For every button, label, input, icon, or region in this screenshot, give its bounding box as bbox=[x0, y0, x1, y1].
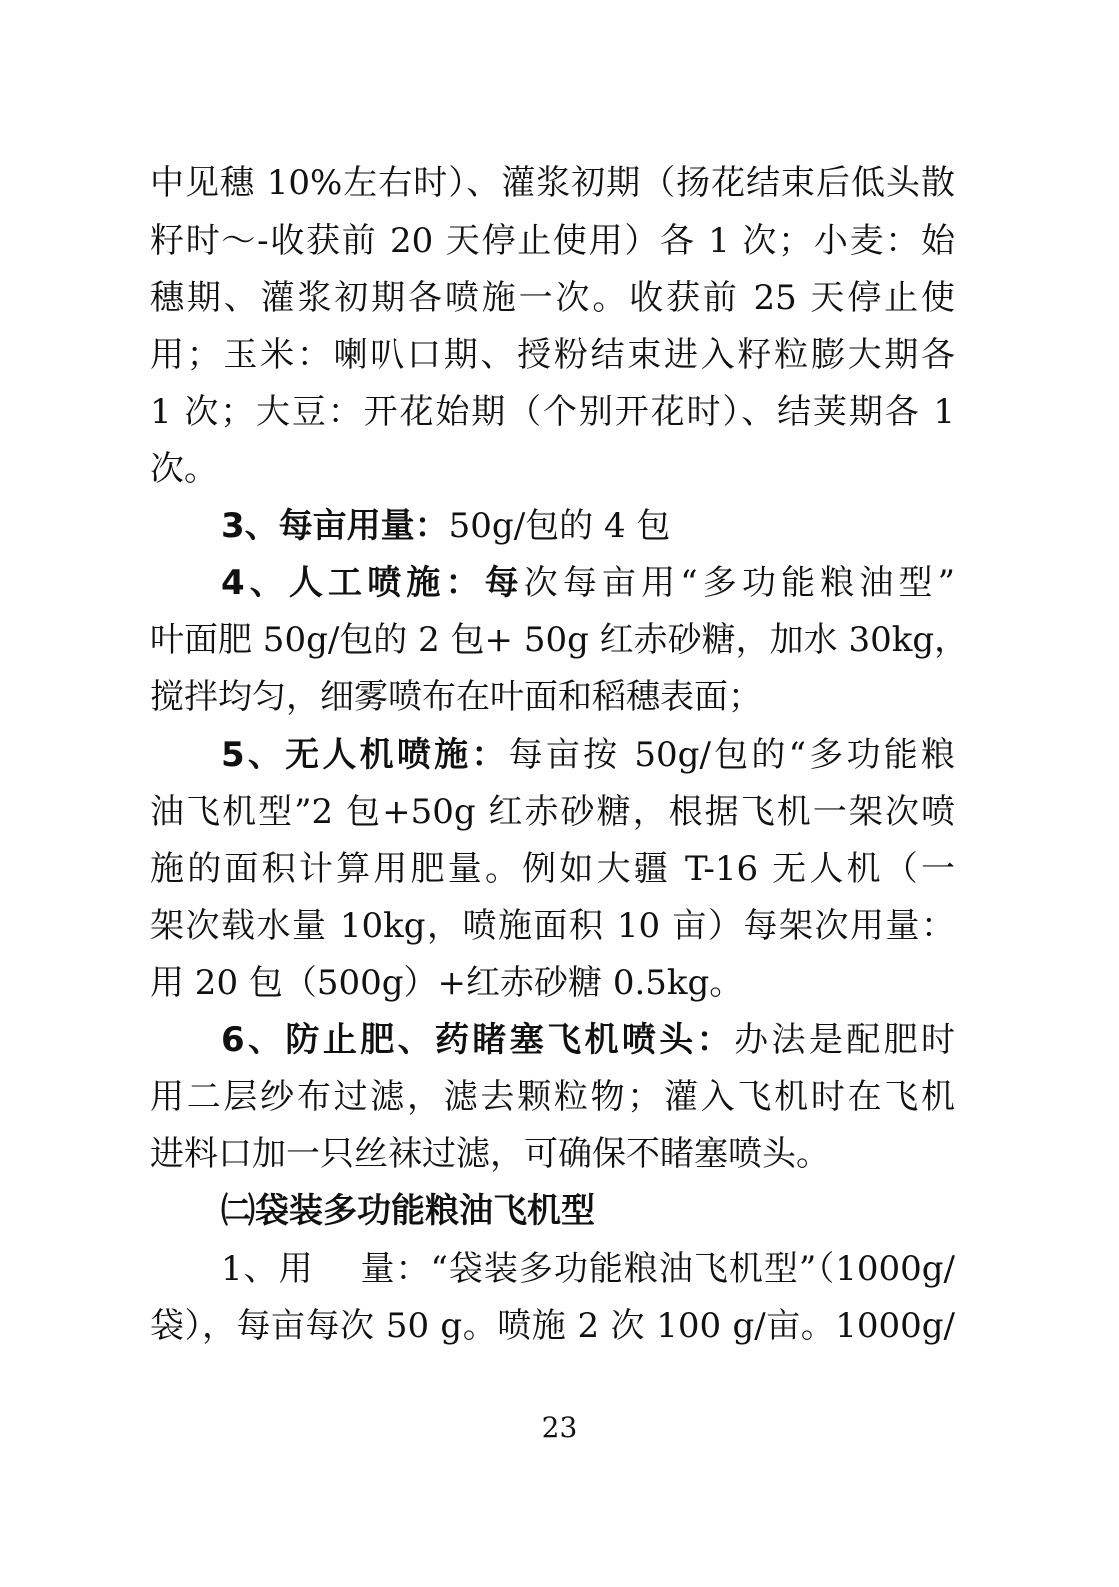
body-line: 袋），每亩每次 50 g。喷施 2 次 100 g/亩。1000g/ bbox=[150, 1306, 955, 1346]
body-line: 用 20 包（500g）+红赤砂糖 0.5kg。 bbox=[150, 963, 744, 1003]
body-line: 架次载水量 10kg，喷施面积 10 亩）每架次用量： bbox=[150, 906, 955, 946]
body-line: 施的面积计算用肥量。例如大疆 T-16 无人机（一 bbox=[150, 849, 955, 889]
body-line: 中见穗 10%左右时）、灌浆初期（扬花结束后低头散 bbox=[150, 163, 955, 203]
item-4-text: 次每亩用“多功能粮油型” bbox=[523, 563, 955, 603]
body-line: 搅拌均匀，细雾喷布在叶面和稻穗表面； bbox=[150, 677, 762, 717]
body-line: 1、用 量：“袋装多功能粮油飞机型”（1000g/ bbox=[221, 1249, 955, 1289]
item-5 bbox=[221, 726, 955, 784]
item-5-text: 每亩按 50g/包的“多功能粮 bbox=[508, 735, 955, 775]
body-line: 用二层纱布过滤，滤去颗粒物；灌入飞机时在飞机 bbox=[150, 1077, 955, 1117]
item-6-text: 办法是配肥时 bbox=[734, 1020, 956, 1060]
page-number: 23 bbox=[541, 1411, 578, 1444]
body-line: 叶面肥 50g/包的 2 包+ 50g 红赤砂糖，加水 30kg， bbox=[150, 620, 969, 660]
item-6 bbox=[221, 1011, 955, 1069]
body-line: 油飞机型”2 包+50g 红赤砂糖，根据飞机一架次喷 bbox=[150, 792, 955, 832]
body-line: 籽时～-收获前 20 天停止使用）各 1 次；小麦：始 bbox=[150, 221, 955, 261]
body-line: 次。 bbox=[150, 449, 218, 489]
item-5-heading: 5、无人机喷施： bbox=[221, 735, 509, 775]
item-3 bbox=[221, 497, 955, 555]
body-line: 1 次；大豆：开花始期（个别开花时）、结荚期各 1 bbox=[150, 392, 955, 432]
body-line: 进料口加一只丝袜过滤，可确保不睹塞喷头。 bbox=[150, 1134, 830, 1174]
item-4 bbox=[221, 554, 955, 612]
item-6-heading: 6、防止肥、药睹塞飞机喷头： bbox=[221, 1020, 735, 1060]
body-line: 用；玉米：喇叭口期、授粉结束进入籽粒膨大期各 bbox=[150, 335, 955, 375]
item-3-text: 50g/包的 4 包 bbox=[448, 506, 671, 546]
item-3-heading: 3、每亩用量： bbox=[221, 506, 449, 546]
body-line: 穗期、灌浆初期各喷施一次。收获前 25 天停止使 bbox=[150, 278, 955, 318]
section-heading: ㈡袋装多功能粮油飞机型 bbox=[221, 1191, 595, 1231]
item-4-heading: 4、人工喷施：每 bbox=[221, 563, 524, 603]
